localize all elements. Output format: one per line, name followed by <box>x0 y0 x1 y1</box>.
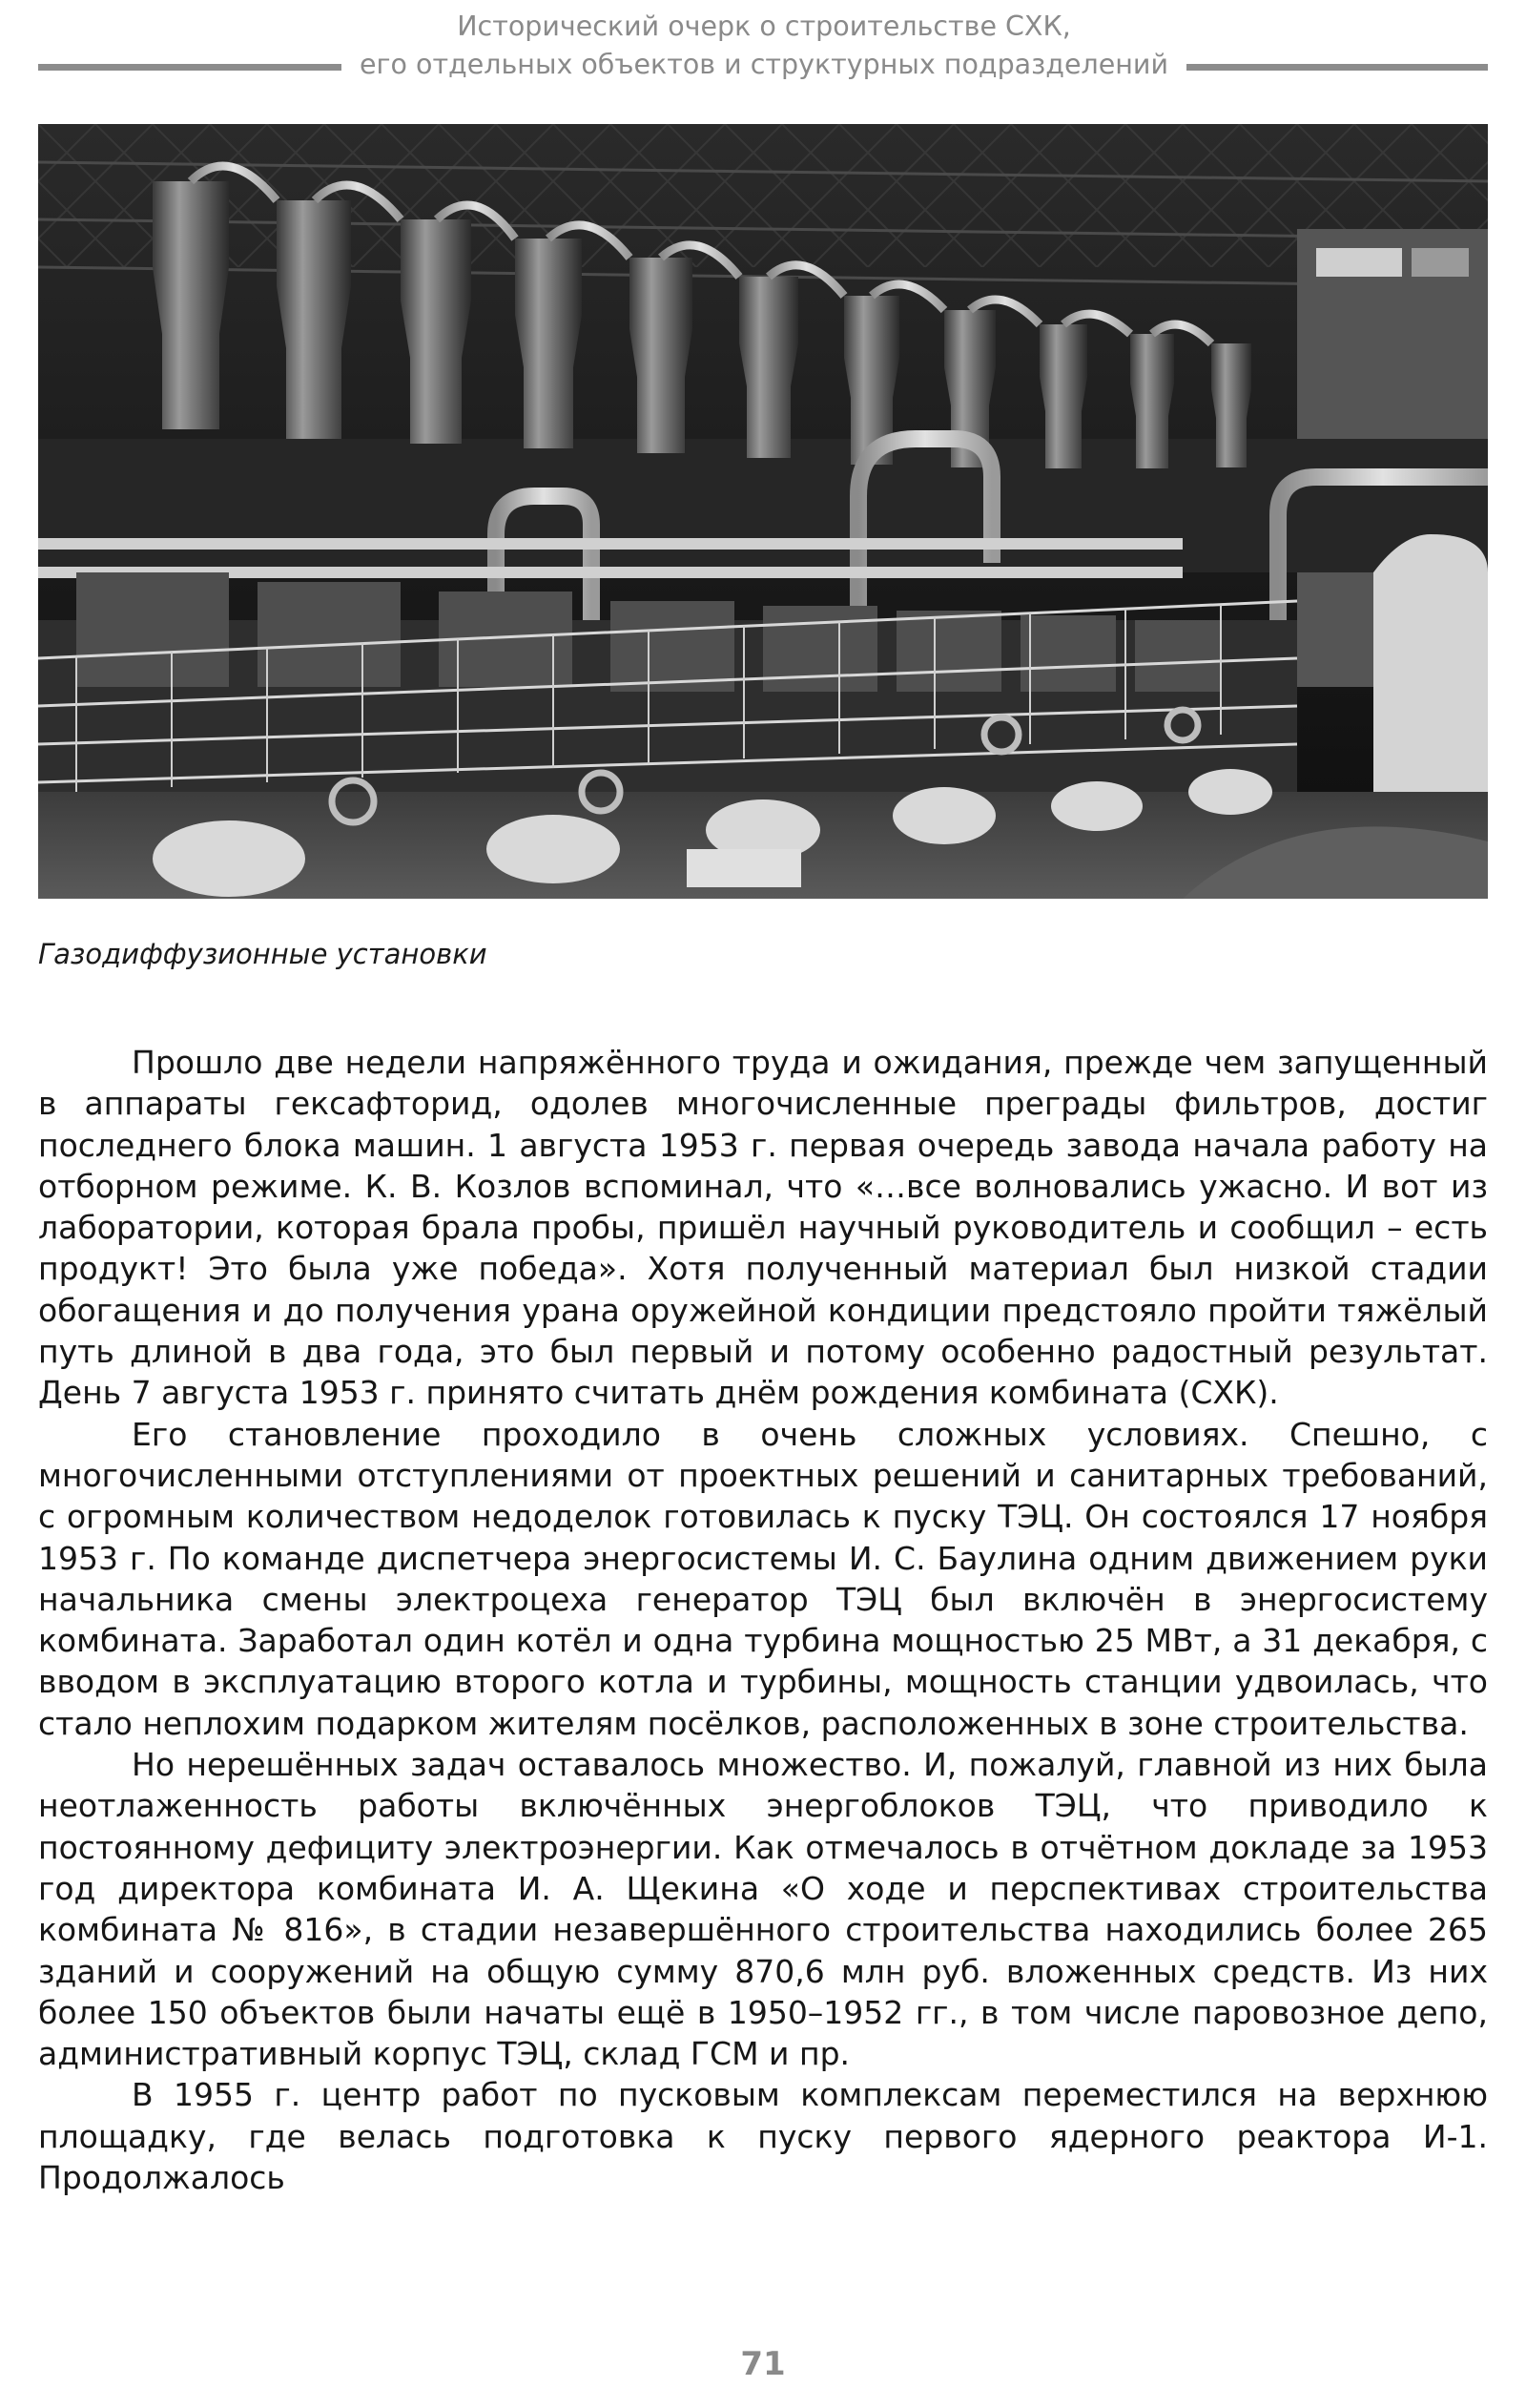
running-header <box>38 4 1488 80</box>
paragraph-1: Прошло две недели напряжённого труда и ожидания, прежде чем запущенный в аппараты гексафторид, одолев многочисленные преграды фильтров, достиг последнего блока машин. 1 августа 1953 г. первая очередь завода начала работу на отборном режиме. К. В. Козлов вспоминал, что «…все волновались ужасно. И вот из лаборатории, которая брала пробы, пришёл научный руководитель и сообщил – есть продукт! Это была уже победа». Хотя полученный материал был низкой стадии обогащения и до получения урана оружейной кондиции предстояло пройти тяжёлый путь длиной в два года, это был первый и потому особенно радостный результат. День 7 августа 1953 г. принято считать днём рождения комбината (СХК). <box>38 1044 1488 1412</box>
page-number: 71 <box>740 2345 786 2383</box>
figure-photo <box>38 124 1488 899</box>
header-line-2: его отдельных объектов и структурных подразделений <box>360 49 1168 80</box>
header-rule-left <box>38 64 341 71</box>
gas-diffusion-units-photo <box>38 124 1488 899</box>
header-title <box>349 8 1179 84</box>
paragraph-2: Его становление проходило в очень сложных условиях. Спешно, с многочисленными отступлениями от проектных решений и санитарных требований, с огромным количеством недоделок готовилась к пуску ТЭЦ. Он состоялся 17 ноября 1953 г. По команде диспетчера энергосистемы И. С. Баулина одним движением руки начальника смены электроцеха генератор ТЭЦ был включён в энергосистему комбината. Заработал один котёл и одна турбина мощностью 25 МВт, а 31 декабря, с вводом в эксплуатацию второго котла и турбины, мощность станции удвоилась, что стало неплохим подарком жителям посёлков, расположенных в зоне строительства. <box>38 1415 1488 1742</box>
paragraph-3: Но нерешённых задач оставалось множество. И, пожалуй, главной из них была неотлаженность работы включённых энергоблоков ТЭЦ, что приводило к постоянному дефициту электроэнергии. Как отмечалось в отчётном докладе за 1953 год директора комбината И. А. Щекина «О ходе и перспективах строительства комбината № 816», в стадии незавершённого строительства находились более 265 зданий и сооружений на общую сумму 870,6 млн руб. вложенных средств. Из них более 150 объектов были начаты ещё в 1950–1952 гг., в том числе паровозное депо, административный корпус ТЭЦ, склад ГСМ и пр. <box>38 1746 1488 2073</box>
header-line-1: Исторический очерк о строительстве СХК, <box>457 10 1071 42</box>
figure-caption: Газодиффузионные установки <box>38 938 487 970</box>
paragraph-4: В 1955 г. центр работ по пусковым комплексам переместился на верхнюю площадку, где велась подготовка к пуску первого ядерного реактора И-1. Продолжалось <box>38 2076 1488 2197</box>
body-text <box>38 1042 1488 2198</box>
header-rule-right <box>1186 64 1488 71</box>
